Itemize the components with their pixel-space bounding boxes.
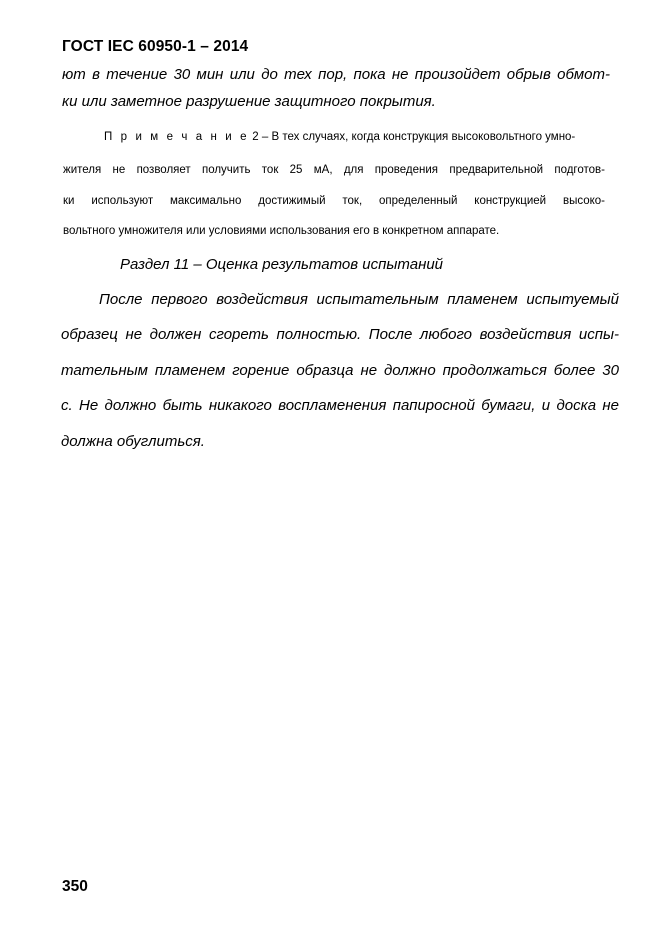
- note-first-line: [104, 131, 575, 143]
- section-paragraph-line-3: тательным пламенем горение образца не должно продолжаться более 30: [61, 362, 619, 379]
- section-paragraph-line-1: После первого воздействия испытательным пламенем испытуемый: [99, 291, 619, 308]
- section-paragraph-line-4: с. Не должно быть никакого воспламенения папиросной бумаги, и доска не: [61, 397, 619, 414]
- section-heading: Раздел 11 – Оценка результатов испытаний: [120, 256, 444, 273]
- note-line-4: вольтного умножителя или условиями использования его в конкретном аппарате.: [63, 225, 500, 237]
- page-number: 350: [62, 878, 88, 895]
- note-number-text: 2 – В тех случаях, когда конструкция высоковольтного умно-: [249, 131, 576, 143]
- note-line-3: ки используют максимально достижимый ток, определенный конструкцией высоко-: [63, 195, 605, 207]
- note-label: П р и м е ч а н и е: [104, 131, 250, 143]
- continuation-line-1: ют в течение 30 мин или до тех пор, пока не произойдет обрыв обмот-: [62, 66, 610, 83]
- continuation-line-2: ки или заметное разрушение защитного покрытия.: [62, 93, 436, 110]
- section-paragraph-line-2: образец не должен сгореть полностью. После любого воздействия испы-: [61, 326, 619, 343]
- section-paragraph-line-5: должна обуглиться.: [61, 433, 205, 450]
- note-line-2: жителя не позволяет получить ток 25 мА, для проведения предварительной подготов-: [63, 164, 605, 176]
- document-header-title: ГОСТ IEC 60950-1 – 2014: [62, 38, 249, 55]
